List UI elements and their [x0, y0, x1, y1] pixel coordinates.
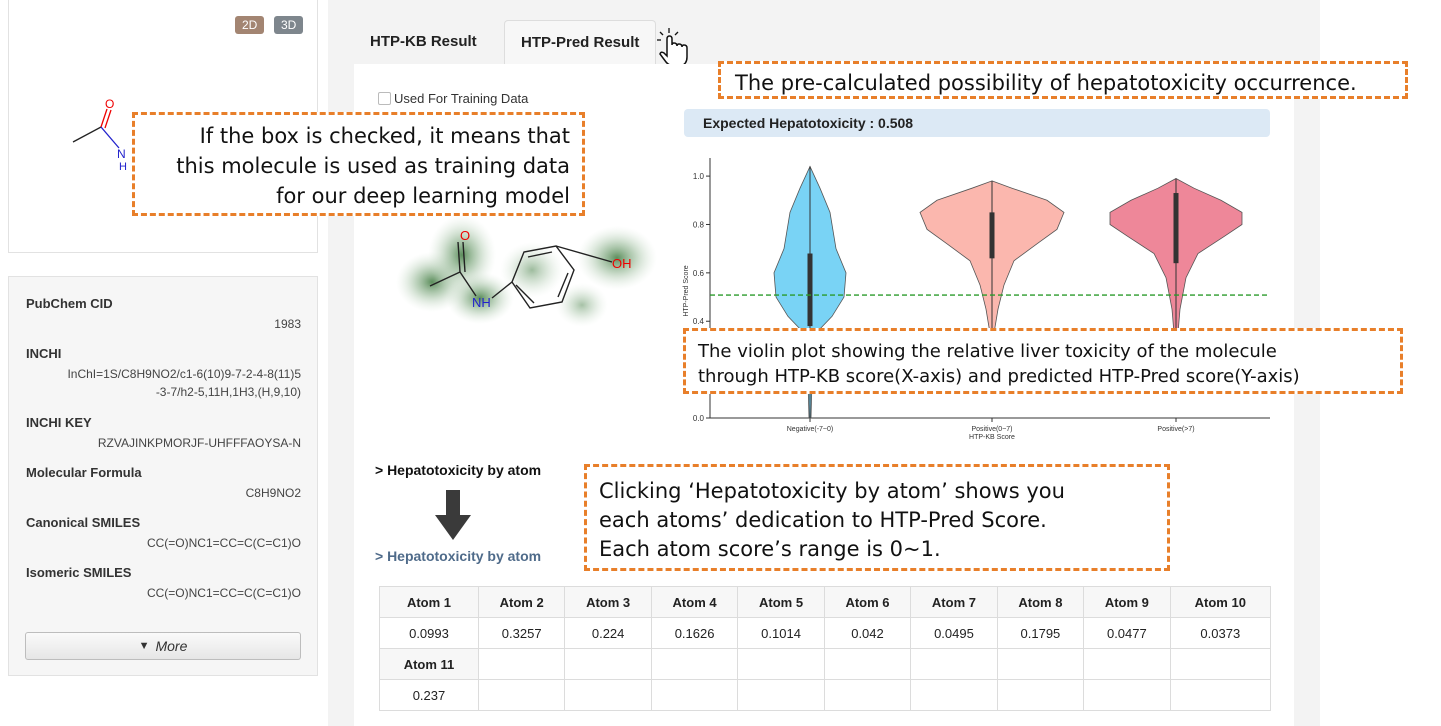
y-tick-label: 0.0	[692, 414, 704, 423]
pubchem-cid-label: PubChem CID	[26, 296, 113, 311]
nitrogen-label: N	[117, 147, 126, 161]
violin-iqr-box-1	[808, 254, 813, 327]
more-button[interactable]	[25, 632, 301, 660]
atom-empty-cell	[824, 680, 910, 711]
isomeric-smiles-value: CC(=O)NC1=CC=C(C=C1)O	[146, 586, 301, 600]
x-tick-label: Positive(0~7)	[971, 426, 1013, 433]
y-tick-label: 0.4	[692, 317, 704, 327]
training-data-checkbox[interactable]	[378, 92, 391, 105]
heatmap-oh-label: OH	[612, 256, 632, 271]
atom-empty-cell	[997, 649, 1083, 680]
atom-header-4: Atom 4	[651, 587, 737, 618]
atom-empty-cell	[1170, 649, 1270, 680]
atom-empty-cell	[1084, 680, 1170, 711]
atom-header-11: Atom 11	[380, 649, 479, 680]
atom-header-9: Atom 9	[1084, 587, 1170, 618]
inchi-label: INCHI	[26, 346, 62, 361]
heatmap-nh-label: NH	[472, 295, 491, 310]
callout-training-line1: If the box is checked, it means that	[199, 124, 570, 148]
atom-empty-cell	[1084, 649, 1170, 680]
atom-value-10: 0.0373	[1170, 618, 1270, 649]
inchi-key-value: RZVAJINKPMORJF-UHFFFAOYSA-N	[97, 436, 301, 450]
y-tick-label: 0.6	[692, 268, 704, 278]
callout-precalculated: The pre-calculated possibility of hepatotoxicity occurrence.	[718, 61, 1408, 99]
atom-value-2: 0.3257	[478, 618, 564, 649]
pointer-hand-icon	[655, 26, 691, 68]
atom-empty-cell	[651, 649, 737, 680]
atom-value-4: 0.1626	[651, 618, 737, 649]
atom-empty-cell	[478, 680, 564, 711]
atom-header-7: Atom 7	[911, 587, 997, 618]
violin-plot	[674, 150, 1274, 450]
atom-value-3: 0.224	[565, 618, 651, 649]
molecular-formula-value: C8H9NO2	[245, 486, 301, 500]
atom-header-10: Atom 10	[1170, 587, 1270, 618]
callout-training-line2: this molecule is used as training data	[176, 154, 570, 178]
tab-htp-pred-result[interactable]: HTP-Pred Result	[504, 20, 656, 65]
atom-empty-cell	[911, 649, 997, 680]
atom-value-6: 0.042	[824, 618, 910, 649]
caret-down-icon: ▼	[138, 640, 150, 652]
atom-header-8: Atom 8	[997, 587, 1083, 618]
callout-atom-line2: each atoms’ dedication to HTP-Pred Score.	[599, 508, 1047, 532]
view-3d-button[interactable]: 3D	[274, 16, 303, 34]
atom-value-8: 0.1795	[997, 618, 1083, 649]
y-axis-label: HTP-Pred Score	[683, 265, 690, 317]
heatmap-oxygen-label: O	[460, 228, 471, 243]
atom-score-table	[379, 586, 1271, 711]
view-2d-button[interactable]: 2D	[235, 16, 264, 34]
callout-atom-line3: Each atom score’s range is 0~1.	[599, 537, 941, 561]
isomeric-smiles-label: Isomeric SMILES	[26, 565, 132, 580]
atom-empty-cell	[651, 680, 737, 711]
atom-empty-cell	[997, 680, 1083, 711]
hepatotoxicity-by-atom-link[interactable]: > Hepatotoxicity by atom	[375, 462, 542, 478]
atom-empty-cell	[478, 649, 564, 680]
callout-atom-line1: Clicking ‘Hepatotoxicity by atom’ shows you	[599, 479, 1065, 503]
atom-value-7: 0.0495	[911, 618, 997, 649]
oxygen-label: O	[105, 97, 115, 111]
hydrogen-label: H	[119, 161, 127, 173]
y-tick-label: 1.0	[692, 172, 704, 182]
atom-value-5: 0.1014	[738, 618, 824, 649]
x-axis-label: HTP-KB Score	[969, 434, 1015, 441]
callout-violin-line1: The violin plot showing the relative liver toxicity of the molecule	[698, 341, 1277, 362]
y-tick-label: 0.8	[692, 220, 704, 230]
more-button-label: More	[155, 638, 188, 654]
inchi-value: InChI=1S/C8H9NO2/c1-6(10)9-7-2-4-8(11)5	[67, 367, 301, 381]
callout-training-checkbox	[132, 112, 585, 216]
training-data-label: Used For Training Data	[394, 91, 529, 106]
expected-hepatotoxicity-bar: Expected Hepatotoxicity : 0.508	[684, 109, 1270, 137]
pubchem-cid-value: 1983	[274, 317, 301, 331]
compound-info-card	[8, 276, 318, 676]
inchi-key-label: INCHI KEY	[26, 415, 92, 430]
atom-empty-cell	[565, 680, 651, 711]
atom-empty-cell	[1170, 680, 1270, 711]
atom-value-9: 0.0477	[1084, 618, 1170, 649]
atom-heatmap-molecule	[392, 210, 664, 340]
callout-hepatotoxicity-by-atom	[584, 464, 1170, 571]
violin-iqr-box-2	[990, 212, 995, 258]
inchi-value-line2: -3-7/h2-5,11H,1H3,(H,9,10)	[155, 385, 301, 399]
atom-header-6: Atom 6	[824, 587, 910, 618]
training-data-checkbox-row	[378, 91, 528, 106]
atom-header-3: Atom 3	[565, 587, 651, 618]
atom-value-11: 0.237	[380, 680, 479, 711]
x-tick-label: Positive(>7)	[1157, 426, 1195, 433]
callout-violin-line2: through HTP-KB score(X-axis) and predicted HTP-Pred score(Y-axis)	[698, 366, 1300, 387]
violin-iqr-box-3	[1174, 193, 1179, 263]
down-arrow-icon	[433, 490, 473, 542]
tab-htp-kb-result[interactable]: HTP-KB Result	[370, 33, 477, 50]
atom-empty-cell	[565, 649, 651, 680]
atom-empty-cell	[738, 649, 824, 680]
callout-violin-plot	[683, 328, 1403, 394]
atom-empty-cell	[911, 680, 997, 711]
atom-empty-cell	[738, 680, 824, 711]
molecular-formula-label: Molecular Formula	[26, 465, 142, 480]
callout-training-line3: for our deep learning model	[276, 184, 570, 208]
atom-empty-cell	[824, 649, 910, 680]
x-tick-label: Negative(-7~0)	[786, 426, 834, 433]
canonical-smiles-label: Canonical SMILES	[26, 515, 141, 530]
atom-header-1: Atom 1	[380, 587, 479, 618]
hepatotoxicity-by-atom-link-expanded[interactable]: > Hepatotoxicity by atom	[375, 548, 542, 564]
atom-header-5: Atom 5	[738, 587, 824, 618]
atom-header-2: Atom 2	[478, 587, 564, 618]
atom-value-1: 0.0993	[380, 618, 479, 649]
canonical-smiles-value: CC(=O)NC1=CC=C(C=C1)O	[146, 536, 301, 550]
